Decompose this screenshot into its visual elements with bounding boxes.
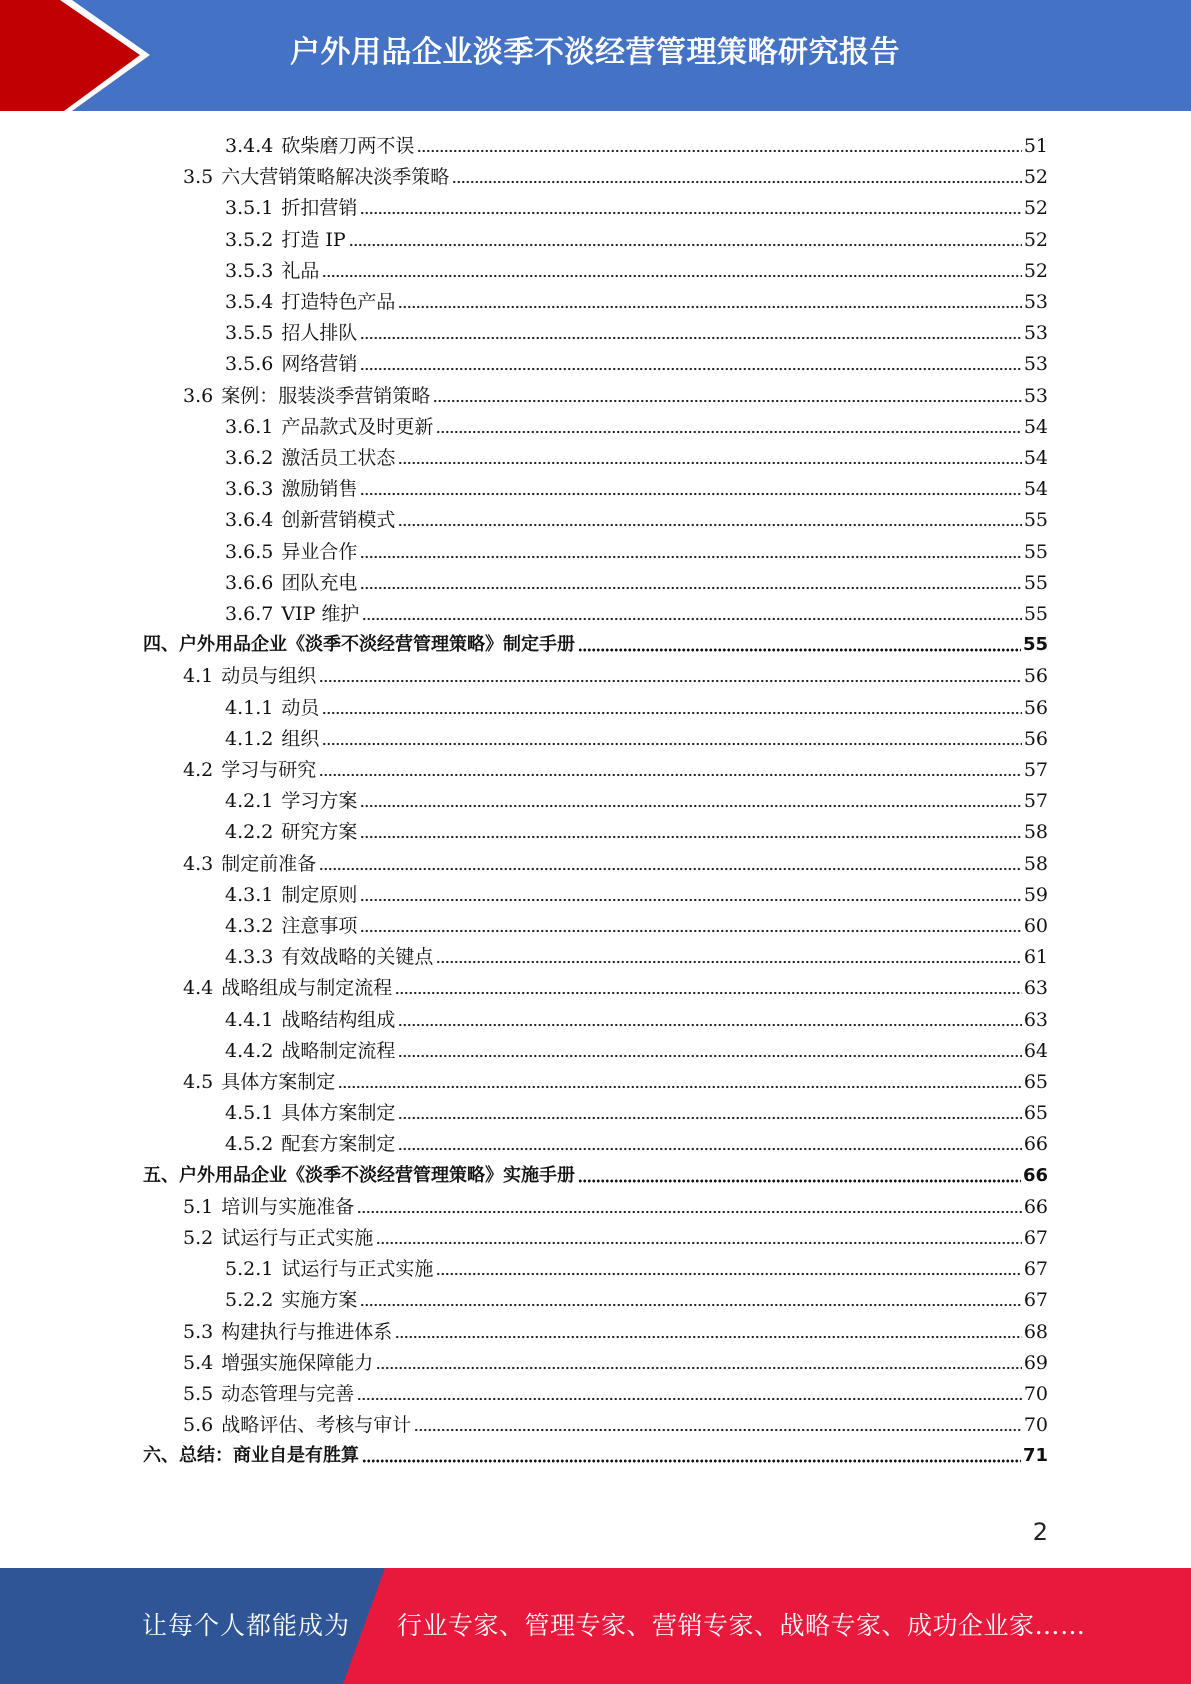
toc-dot-leader xyxy=(398,1022,1021,1028)
toc-entry-title: 案例：服装淡季营销策略 xyxy=(221,384,431,407)
toc-dot-leader xyxy=(319,772,1022,778)
toc-entry-page: 67 xyxy=(1023,1289,1048,1312)
toc-entry[interactable] xyxy=(225,565,1048,596)
toc-entry-title: 招人排队 xyxy=(281,322,358,345)
toc-dot-leader xyxy=(360,1302,1021,1308)
toc-entry-page: 55 xyxy=(1023,571,1048,594)
toc-entry-label xyxy=(225,1287,357,1313)
toc-entry-number: 3.6.5 xyxy=(225,540,274,563)
toc-entry[interactable] xyxy=(183,1220,1048,1251)
toc-entry-number: 5.5 xyxy=(183,1383,214,1405)
footer-slogan-left: 让每个人都能成为 xyxy=(142,1611,351,1640)
toc-entry[interactable] xyxy=(225,346,1048,377)
toc-entry-label xyxy=(225,227,346,253)
toc-entry[interactable] xyxy=(225,222,1048,253)
toc-entry-title: 制定前准备 xyxy=(221,852,317,875)
toc-entry[interactable] xyxy=(225,783,1048,814)
toc-entry-title: 动员与组织 xyxy=(221,665,317,688)
toc-entry-page: 53 xyxy=(1023,322,1048,345)
toc-entry-page: 65 xyxy=(1023,1071,1048,1093)
toc-entry-title: VIP 维护 xyxy=(281,603,360,625)
toc-entry[interactable] xyxy=(183,846,1048,877)
toc-entry-page: 54 xyxy=(1023,415,1048,438)
toc-entry-label xyxy=(225,507,395,533)
toc-entry-label xyxy=(225,819,357,845)
toc-entry[interactable] xyxy=(143,1158,1048,1189)
toc-entry-page: 52 xyxy=(1023,259,1048,282)
toc-entry-label xyxy=(225,476,357,502)
toc-entry[interactable] xyxy=(225,877,1048,908)
toc-entry[interactable] xyxy=(225,1251,1048,1282)
toc-entry-title: 团队充电 xyxy=(281,571,358,594)
toc-entry-label xyxy=(183,757,316,783)
toc-entry[interactable] xyxy=(225,440,1048,471)
toc-entry-number: 3.5.6 xyxy=(225,353,274,376)
toc-entry[interactable] xyxy=(183,1189,1048,1220)
toc-dot-leader xyxy=(578,647,1021,653)
toc-entry-label xyxy=(225,944,433,970)
toc-entry-title: 打造 IP xyxy=(281,228,346,251)
toc-entry-page: 58 xyxy=(1023,852,1048,875)
toc-entry[interactable] xyxy=(225,409,1048,440)
toc-entry-label xyxy=(183,1319,392,1345)
toc-dot-leader xyxy=(398,1053,1021,1059)
toc-entry-title: 战略结构组成 xyxy=(281,1008,396,1031)
toc-entry[interactable] xyxy=(183,1064,1048,1095)
toc-entry-label xyxy=(143,1443,359,1469)
toc-entry-title: 四、户外用品企业《淡季不淡经营管理策略》制定手册 xyxy=(143,634,575,656)
toc-entry[interactable] xyxy=(225,253,1048,284)
toc-entry-number: 3.5.5 xyxy=(225,322,274,345)
toc-dot-leader xyxy=(338,1084,1022,1090)
toc-entry-title: 构建执行与推进体系 xyxy=(221,1320,393,1343)
toc-entry[interactable] xyxy=(225,284,1048,315)
toc-entry-title: 具体方案制定 xyxy=(221,1071,336,1093)
toc-entry[interactable] xyxy=(143,1438,1048,1469)
toc-entry-title: 实施方案 xyxy=(281,1289,358,1312)
toc-dot-leader xyxy=(360,897,1021,903)
toc-entry-number: 4.4 xyxy=(183,977,214,1000)
toc-dot-leader xyxy=(362,1458,1021,1464)
toc-dot-leader xyxy=(319,678,1022,684)
toc-entry-title: 试运行与正式实施 xyxy=(221,1227,374,1249)
toc-entry-title: 动员 xyxy=(281,696,320,719)
toc-entry-number: 4.2.1 xyxy=(225,790,274,813)
toc-dot-leader xyxy=(398,1115,1021,1121)
toc-entry-page: 60 xyxy=(1023,915,1048,937)
toc-entry-label xyxy=(225,1131,395,1157)
toc-entry-page: 55 xyxy=(1022,634,1048,656)
toc-entry-number: 4.5 xyxy=(183,1071,214,1093)
toc-entry[interactable] xyxy=(183,1407,1048,1438)
toc-entry-number: 3.4.4 xyxy=(225,135,274,157)
toc-dot-leader xyxy=(322,710,1021,716)
toc-dot-leader xyxy=(357,1396,1022,1402)
toc-entry-number: 4.2 xyxy=(183,759,214,781)
toc-entry-label xyxy=(225,788,357,814)
toc-entry-number: 3.5.2 xyxy=(225,228,274,251)
toc-entry[interactable] xyxy=(225,1126,1048,1157)
toc-entry[interactable] xyxy=(183,658,1048,689)
toc-dot-leader xyxy=(360,928,1021,934)
toc-dot-leader xyxy=(578,1178,1021,1184)
toc-entry-label xyxy=(225,414,433,440)
page-footer xyxy=(0,1568,1191,1684)
toc-entry-page: 61 xyxy=(1023,946,1048,969)
toc-entry-number: 3.6.6 xyxy=(225,571,274,594)
toc-entry-label xyxy=(225,913,357,939)
toc-entry-page: 52 xyxy=(1023,166,1048,189)
toc-entry-title: 试运行与正式实施 xyxy=(281,1258,434,1281)
toc-entry-page: 63 xyxy=(1023,1008,1048,1031)
toc-entry[interactable] xyxy=(225,908,1048,939)
toc-entry-label xyxy=(225,1256,433,1282)
toc-entry[interactable] xyxy=(183,1345,1048,1376)
toc-entry-label xyxy=(225,695,319,721)
toc-entry-number: 4.2.2 xyxy=(225,821,274,844)
toc-dot-leader xyxy=(433,398,1022,404)
toc-entry-title: 激活员工状态 xyxy=(281,447,396,469)
toc-dot-leader xyxy=(360,210,1021,216)
toc-entry-label xyxy=(225,1100,395,1126)
toc-entry-page: 67 xyxy=(1023,1227,1048,1249)
toc-entry-label xyxy=(183,663,316,689)
toc-dot-leader xyxy=(395,1334,1022,1340)
toc-dot-leader xyxy=(398,1146,1021,1152)
toc-entry-title: 配套方案制定 xyxy=(281,1133,396,1156)
toc-dot-leader xyxy=(376,1240,1022,1246)
toc-entry-label xyxy=(183,975,392,1001)
toc-entry-label xyxy=(183,164,449,190)
toc-dot-leader xyxy=(349,242,1022,248)
toc-dot-leader xyxy=(360,585,1021,591)
toc-entry[interactable] xyxy=(225,1282,1048,1313)
toc-entry[interactable] xyxy=(183,752,1048,783)
toc-entry-number: 3.6.1 xyxy=(225,415,274,438)
toc-entry-number: 5.2.2 xyxy=(225,1289,274,1312)
toc-dot-leader xyxy=(360,803,1021,809)
toc-entry-number: 5.2.1 xyxy=(225,1258,274,1281)
toc-entry-page: 63 xyxy=(1023,977,1048,1000)
toc-entry-title: 动态管理与完善 xyxy=(221,1383,355,1405)
report-title: 户外用品企业淡季不淡经营管理策略研究报告 xyxy=(290,35,900,70)
toc-entry-title: 异业合作 xyxy=(281,540,358,563)
toc-entry-label xyxy=(225,289,395,315)
toc-entry-title: 组织 xyxy=(281,727,320,750)
toc-entry-page: 53 xyxy=(1023,353,1048,376)
toc-entry-label xyxy=(225,133,414,159)
toc-entry-title: 战略评估、考核与审计 xyxy=(221,1414,412,1437)
toc-entry-number: 5.1 xyxy=(183,1195,214,1218)
toc-entry-page: 67 xyxy=(1023,1258,1048,1281)
toc-entry-page: 56 xyxy=(1023,665,1048,688)
toc-dot-leader xyxy=(452,179,1022,185)
toc-dot-leader xyxy=(398,304,1021,310)
toc-entry-page: 55 xyxy=(1023,603,1048,625)
toc-entry-number: 4.3 xyxy=(183,852,214,875)
toc-entry-label xyxy=(183,1350,373,1376)
toc-entry-page: 66 xyxy=(1022,1164,1048,1186)
toc-dot-leader xyxy=(322,741,1021,747)
toc-entry-number: 4.1 xyxy=(183,665,214,688)
toc-dot-leader xyxy=(436,1271,1021,1277)
toc-entry-number: 4.1.1 xyxy=(225,696,274,719)
toc-dot-leader xyxy=(436,959,1021,965)
toc-entry[interactable] xyxy=(225,502,1048,533)
toc-entry-label xyxy=(183,383,430,409)
toc-entry-label xyxy=(143,1163,575,1189)
toc-entry-title: 六、总结：商业自是有胜算 xyxy=(143,1445,359,1467)
toc-entry-page: 52 xyxy=(1023,197,1048,220)
toc-entry[interactable] xyxy=(225,128,1048,159)
toc-entry-page: 52 xyxy=(1023,228,1048,251)
toc-entry-number: 3.6.7 xyxy=(225,603,274,625)
toc-entry[interactable] xyxy=(183,970,1048,1001)
toc-entry-page: 66 xyxy=(1023,1195,1048,1218)
toc-entry-label xyxy=(225,258,319,284)
toc-entry-label xyxy=(183,1069,335,1095)
toc-dot-leader xyxy=(414,1427,1022,1433)
toc-entry[interactable] xyxy=(143,627,1048,658)
toc-entry-title: 战略制定流程 xyxy=(281,1039,396,1062)
toc-entry[interactable] xyxy=(225,534,1048,565)
toc-entry-label xyxy=(225,445,395,471)
toc-entry-title: 产品款式及时更新 xyxy=(281,415,434,438)
toc-entry-number: 3.6.4 xyxy=(225,509,274,532)
toc-entry-label xyxy=(183,1225,373,1251)
toc-entry-page: 70 xyxy=(1023,1383,1048,1405)
toc-entry-label xyxy=(143,632,575,658)
toc-dot-leader xyxy=(376,1365,1022,1371)
toc-dot-leader xyxy=(436,429,1021,435)
toc-entry-title: 礼品 xyxy=(281,259,320,282)
toc-entry-page: 71 xyxy=(1022,1445,1048,1467)
toc-entry-page: 51 xyxy=(1023,135,1048,157)
toc-entry-number: 4.3.3 xyxy=(225,946,274,969)
toc-entry-label xyxy=(225,601,359,627)
toc-entry-number: 3.6 xyxy=(183,384,214,407)
toc-entry-title: 制定原则 xyxy=(281,883,358,906)
toc-entry[interactable] xyxy=(225,939,1048,970)
toc-dot-leader xyxy=(360,335,1021,341)
toc-dot-leader xyxy=(360,834,1021,840)
toc-entry-number: 4.4.2 xyxy=(225,1039,274,1062)
toc-entry[interactable] xyxy=(225,596,1048,627)
toc-entry-title: 五、户外用品企业《淡季不淡经营管理策略》实施手册 xyxy=(143,1164,575,1186)
toc-entry-number: 5.3 xyxy=(183,1320,214,1343)
toc-entry-number: 4.3.1 xyxy=(225,883,274,906)
toc-entry-page: 53 xyxy=(1023,384,1048,407)
toc-entry-title: 折扣营销 xyxy=(281,197,358,220)
toc-entry[interactable] xyxy=(183,159,1048,190)
toc-entry-page: 69 xyxy=(1023,1351,1048,1374)
toc-entry-label xyxy=(225,1007,395,1033)
toc-entry-page: 59 xyxy=(1023,883,1048,906)
toc-entry-title: 打造特色产品 xyxy=(281,291,396,313)
toc-entry-number: 3.5.1 xyxy=(225,197,274,220)
toc-entry[interactable] xyxy=(225,315,1048,346)
toc-dot-leader xyxy=(360,366,1021,372)
toc-entry-number: 5.2 xyxy=(183,1227,214,1249)
toc-entry-label xyxy=(225,320,357,346)
toc-entry[interactable] xyxy=(183,378,1048,409)
toc-entry-title: 战略组成与制定流程 xyxy=(221,977,393,1000)
toc-entry-title: 激励销售 xyxy=(281,478,358,501)
toc-entry-number: 3.6.3 xyxy=(225,478,274,501)
toc-entry[interactable] xyxy=(225,1033,1048,1064)
toc-entry-page: 56 xyxy=(1023,696,1048,719)
toc-entry-page: 57 xyxy=(1023,790,1048,813)
toc-entry-page: 56 xyxy=(1023,727,1048,750)
toc-entry-label xyxy=(225,882,357,908)
toc-entry-page: 53 xyxy=(1023,291,1048,313)
toc-entry-page: 54 xyxy=(1023,478,1048,501)
toc-entry-label xyxy=(183,1381,354,1407)
toc-entry[interactable] xyxy=(225,814,1048,845)
toc-entry-title: 网络营销 xyxy=(281,353,358,376)
page-header xyxy=(0,0,1191,111)
toc-entry-number: 5.4 xyxy=(183,1351,214,1374)
toc-entry-label xyxy=(183,1412,411,1438)
toc-entry-label xyxy=(225,195,357,221)
toc-entry-title: 六大营销策略解决淡季策略 xyxy=(221,166,450,189)
toc-entry-number: 5.6 xyxy=(183,1414,214,1437)
toc-dot-leader xyxy=(395,990,1022,996)
toc-entry-number: 4.3.2 xyxy=(225,915,274,937)
toc-entry-label xyxy=(183,1194,354,1220)
toc-entry-title: 砍柴磨刀两不误 xyxy=(281,135,415,157)
toc-dot-leader xyxy=(319,866,1022,872)
toc-dot-leader xyxy=(398,522,1021,528)
toc-entry-page: 57 xyxy=(1023,759,1048,781)
toc-dot-leader xyxy=(360,491,1021,497)
toc-entry-page: 55 xyxy=(1023,509,1048,532)
toc-entry[interactable] xyxy=(225,690,1048,721)
toc-entry[interactable] xyxy=(225,190,1048,221)
toc-entry[interactable] xyxy=(225,1002,1048,1033)
toc-entry-page: 64 xyxy=(1023,1039,1048,1062)
toc-dot-leader xyxy=(417,148,1021,154)
toc-entry-number: 4.4.1 xyxy=(225,1008,274,1031)
toc-entry[interactable] xyxy=(225,1095,1048,1126)
toc-entry-title: 研究方案 xyxy=(281,821,358,844)
toc-entry-label xyxy=(225,539,357,565)
toc-entry-title: 学习方案 xyxy=(281,790,358,813)
toc-entry-number: 3.5.4 xyxy=(225,291,274,313)
toc-entry-page: 68 xyxy=(1023,1320,1048,1343)
toc-entry-label xyxy=(225,1038,395,1064)
toc-entry-title: 增强实施保障能力 xyxy=(221,1351,374,1374)
toc-entry-title: 学习与研究 xyxy=(221,759,317,781)
toc-dot-leader xyxy=(357,1209,1022,1215)
toc-entry-page: 54 xyxy=(1023,447,1048,469)
toc-entry-page: 70 xyxy=(1023,1414,1048,1437)
toc-entry[interactable] xyxy=(183,1376,1048,1407)
toc-entry-number: 3.5 xyxy=(183,166,214,189)
toc-entry-number: 4.5.1 xyxy=(225,1102,274,1125)
toc-entry-page: 66 xyxy=(1023,1133,1048,1156)
toc-dot-leader xyxy=(360,554,1021,560)
toc-entry-title: 创新营销模式 xyxy=(281,509,396,532)
toc-entry-number: 3.6.2 xyxy=(225,447,274,469)
toc-dot-leader xyxy=(398,460,1021,466)
toc-entry-title: 具体方案制定 xyxy=(281,1102,396,1125)
toc-entry[interactable] xyxy=(225,471,1048,502)
toc-entry-label xyxy=(225,351,357,377)
toc-dot-leader xyxy=(362,616,1021,622)
toc-entry-label xyxy=(225,726,319,752)
toc-entry-number: 4.5.2 xyxy=(225,1133,274,1156)
toc-entry[interactable] xyxy=(183,1314,1048,1345)
toc-entry-label xyxy=(183,851,316,877)
toc-entry-number: 4.1.2 xyxy=(225,727,274,750)
toc-entry-page: 55 xyxy=(1023,540,1048,563)
toc-entry-page: 65 xyxy=(1023,1102,1048,1125)
footer-slogan-right: 行业专家、管理专家、营销专家、战略专家、成功企业家…… xyxy=(397,1611,1086,1640)
toc-entry-label xyxy=(225,570,357,596)
toc-entry-page: 58 xyxy=(1023,821,1048,844)
toc-dot-leader xyxy=(322,273,1021,279)
page-number: 2 xyxy=(1032,1518,1048,1546)
toc-entry-title: 有效战略的关键点 xyxy=(281,946,434,969)
toc-entry-title: 注意事项 xyxy=(281,915,358,937)
toc-entry-title: 培训与实施准备 xyxy=(221,1195,355,1218)
toc-entry-number: 3.5.3 xyxy=(225,259,274,282)
toc-entry[interactable] xyxy=(225,721,1048,752)
